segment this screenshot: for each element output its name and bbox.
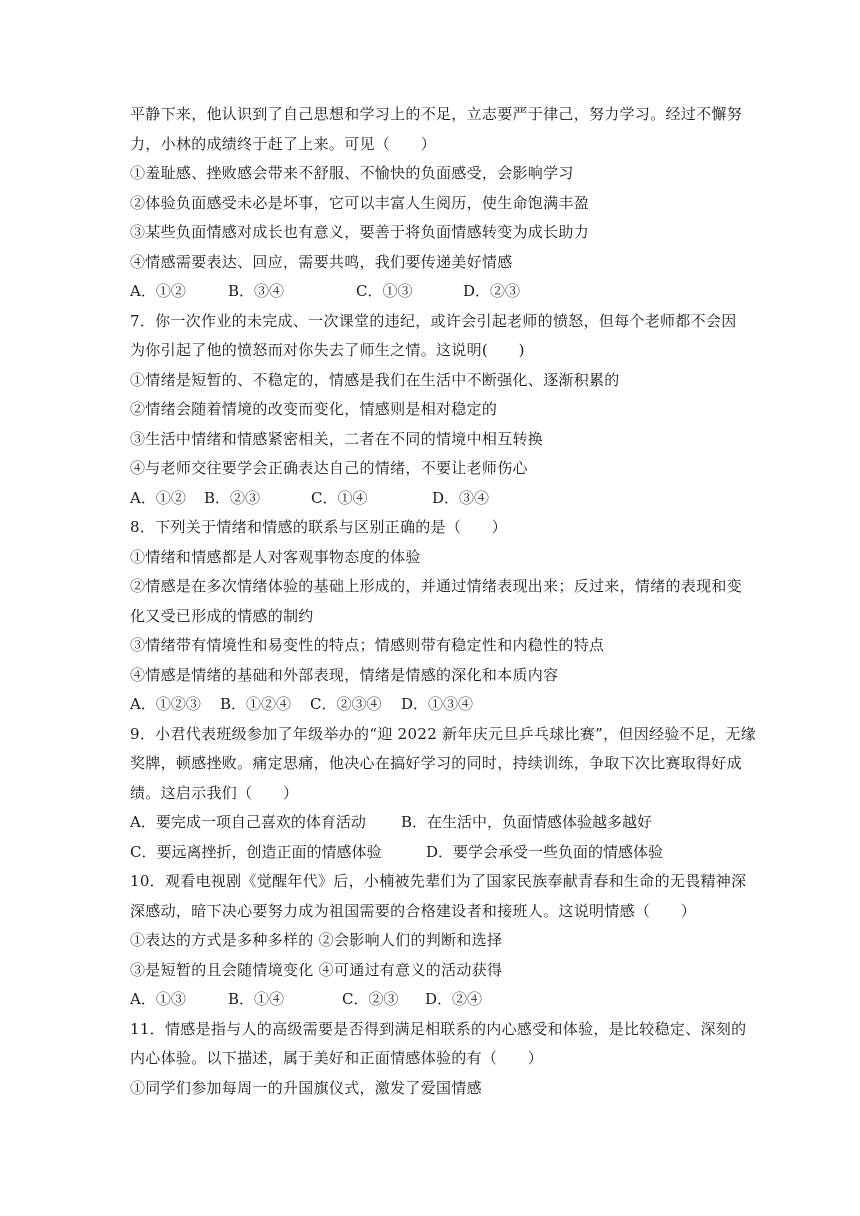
q6-option-c: C．①③ xyxy=(356,282,413,300)
q10-stem-line-1: 10．观看电视剧《觉醒年代》后，小楠被先辈们为了国家民族奉献青春和生命的无畏精神深 xyxy=(130,872,747,890)
q9-stem-line-3: 绩。这启示我们（ ） xyxy=(130,783,299,802)
q6-option-b: B．③④ xyxy=(228,282,285,300)
q8-option-a: A．①②③ xyxy=(130,695,201,713)
q6-option-d: D．②③ xyxy=(463,282,521,300)
q8-option-d: D．①③④ xyxy=(401,695,474,713)
q9-option-a: A．要完成一项自己喜欢的体育活动 xyxy=(130,813,366,831)
question-7 xyxy=(130,307,740,514)
q10-items-line-2: ③是短暂的且会随情境变化 ④可通过有意义的活动获得 xyxy=(130,960,503,979)
q6-item-2: ②体验负面感受未必是坏事，它可以丰富人生阅历，使生命饱满丰盈 xyxy=(130,193,590,212)
q7-option-c: C．①④ xyxy=(311,488,368,507)
q9-option-c: C．要远离挫折，创造正面的情感体验 xyxy=(130,842,382,861)
q7-item-1: ①情绪是短暂的、不稳定的，情感是我们在生活中不断强化、逐渐积累的 xyxy=(130,370,620,389)
q8-item-2-line-2: 化又受已形成的情感的制约 xyxy=(130,606,314,625)
q6-option-a: A．①② xyxy=(130,282,186,300)
q10-items-line-1: ①表达的方式是多种多样的 ②会影响人们的判断和选择 xyxy=(130,931,503,949)
question-9 xyxy=(130,720,757,868)
exam-content xyxy=(130,100,757,1103)
q9-stem-line-1: 9．小君代表班级参加了年级举办的“迎 2022 新年庆元旦乒乓球比赛”，但因经验不足，无缘 xyxy=(130,724,757,743)
q10-stem-line-2: 深感动，暗下决心要努力成为祖国需要的合格建设者和接班人。这说明情感（ ） xyxy=(130,901,697,920)
q11-item-1: ①同学们参加每周一的升国旗仪式，激发了爱国情感 xyxy=(130,1078,482,1097)
q7-item-3: ③生活中情绪和情感紧密相关，二者在不同的情境中相互转换 xyxy=(130,429,544,448)
q6-stem-line-2: 力，小林的成绩终于赶了上来。可见（ ） xyxy=(130,134,437,153)
q10-options xyxy=(130,985,740,1015)
q7-item-2: ②情绪会随着情境的改变而变化，情感则是相对稳定的 xyxy=(130,400,498,418)
q9-option-d: D．要学会承受一些负面的情感体验 xyxy=(426,842,664,861)
q8-item-1: ①情绪和情感都是人对客观事物态度的体验 xyxy=(130,547,421,566)
q7-option-b: B．②③ xyxy=(204,488,261,507)
q10-option-a: A．①③ xyxy=(130,990,186,1008)
q8-item-3: ③情绪带有情境性和易变性的特点；情感则带有稳定性和内稳性的特点 xyxy=(130,636,605,654)
q9-options-row-2 xyxy=(130,838,740,868)
question-11 xyxy=(130,1015,747,1104)
q8-option-b: B．①②④ xyxy=(220,695,292,713)
q6-item-3: ③某些负面情感对成长也有意义，要善于将负面情感转变为成长助力 xyxy=(130,223,590,241)
q10-option-c: C．②③ xyxy=(342,990,399,1008)
q8-item-4: ④情感是情绪的基础和外部表现，情绪是情感的深化和本质内容 xyxy=(130,665,559,684)
question-6 xyxy=(130,100,743,307)
q7-option-a: A．①② xyxy=(130,488,186,507)
q7-stem-line-2: 为你引起了他的愤怒而对你失去了师生之情。这说明( ) xyxy=(130,341,525,359)
q6-item-1: ①羞耻感、挫败感会带来不舒服、不愉快的负面感受，会影响学习 xyxy=(130,164,574,182)
q8-options xyxy=(130,690,740,720)
q6-options xyxy=(130,277,740,307)
q7-option-d: D．③④ xyxy=(432,488,490,507)
q11-stem-line-2: 内心体验。以下描述，属于美好和正面情感体验的有（ ） xyxy=(130,1049,544,1067)
q10-option-d: D．②④ xyxy=(425,990,483,1008)
question-10 xyxy=(130,867,747,1015)
q10-option-b: B．①④ xyxy=(228,990,285,1008)
q8-option-c: C．②③④ xyxy=(310,695,382,713)
q6-item-4: ④情感需要表达、回应，需要共鸣，我们要传递美好情感 xyxy=(130,252,513,271)
q9-option-b: B．在生活中，负面情感体验越多越好 xyxy=(401,813,653,831)
q7-stem-line-1: 7．你一次作业的未完成、一次课堂的违纪，或许会引起老师的愤怒，但每个老师都不会因 xyxy=(130,311,737,330)
q7-item-4: ④与老师交往要学会正确表达自己的情绪，不要让老师伤心 xyxy=(130,459,528,477)
q8-stem: 8．下列关于情绪和情感的联系与区别正确的是（ ） xyxy=(130,518,508,536)
q9-stem-line-2: 奖牌，顿感挫败。痛定思痛，他决心在搞好学习的同时，持续训练，争取下次比赛取得好成 xyxy=(130,754,743,772)
q11-stem-line-1: 11．情感是指与人的高级需要是否得到满足相联系的内心感受和体验，是比较稳定、深刻的 xyxy=(130,1019,747,1038)
q7-options xyxy=(130,484,740,514)
question-8 xyxy=(130,513,743,720)
q8-item-2-line-1: ②情感是在多次情绪体验的基础上形成的，并通过情绪表现出来；反过来，情绪的表现和变 xyxy=(130,577,743,595)
q9-options-row-1 xyxy=(130,808,740,838)
q6-stem-line-1: 平静下来，他认识到了自己思想和学习上的不足，立志要严于律己，努力学习。经过不懈努 xyxy=(130,105,743,123)
